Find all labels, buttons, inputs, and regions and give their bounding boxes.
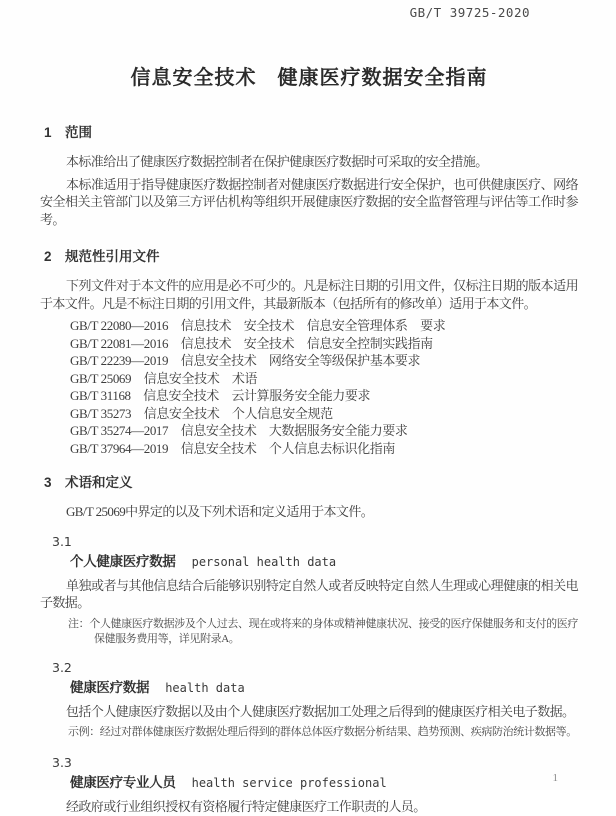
term-en-label: health data: [165, 680, 245, 695]
scope-paragraph-1: 本标准给出了健康医疗数据控制者在保护健康医疗数据时可采取的安全措施。: [66, 154, 488, 169]
reference-item: GB/T 22239—2019 信息安全技术 网络安全等级保护基本要求: [70, 353, 421, 368]
term-en-label: health service professional: [191, 776, 387, 790]
reference-item: GB/T 22081—2016 信息技术 安全技术 信息安全控制实践指南: [70, 335, 433, 351]
terms-intro: GB/T 25069中界定的以及下列术语和定义适用于本文件。: [66, 504, 374, 519]
term-number: 3.2: [52, 659, 72, 675]
term-en-label: personal health data: [191, 554, 337, 569]
term-number: 3.1: [52, 533, 72, 549]
term-heading: [70, 679, 578, 697]
term-heading: [70, 774, 578, 792]
term-example: [40, 725, 578, 740]
term-note-text: 注：个人健康医疗数据涉及个人过去、现在或将来的身体或精神健康状况、接受的医疗保健服务和支付的医疗保健服务费用等，详见附录A。: [68, 617, 578, 645]
references-intro: 下列文件对于本文件的应用是必不可少的。凡是标注日期的引用文件，仅标注日期的版本适用于本文件。凡是不标注日期的引用文件，其最新版本（包括所有的修改单）适用于本文件。: [40, 278, 578, 311]
term-zh-label: 健康医疗专业人员: [70, 775, 176, 790]
reference-item: GB/T 25069 信息安全技术 术语: [70, 370, 258, 386]
term-definition: 单独或者与其他信息结合后能够识别特定自然人或者反映特定自然人生理或心理健康的相关电子数据。: [40, 577, 578, 610]
term-definition: 经政府或行业组织授权有资格履行特定健康医疗工作职责的人员。: [66, 799, 426, 814]
reference-item: GB/T 35273 信息安全技术 个人信息安全规范: [70, 405, 333, 421]
reference-list: [40, 317, 578, 457]
term-example-text: 示例：经过对群体健康医疗数据处理后得到的群体总体医疗数据分析结果、趋势预测、疾病防治统计数据等。: [68, 726, 577, 738]
term-number: 3.3: [52, 755, 72, 770]
scope-paragraph-2: 本标准适用于指导健康医疗数据控制者对健康医疗数据进行安全保护，也可供健康医疗、网络安全相关主管部门以及第三方评估机构等组织开展健康医疗数据的安全监督管理与评估等工作时参考。: [40, 176, 578, 227]
document-title: 信息安全技术 健康医疗数据安全指南: [130, 67, 488, 89]
page-number: 1: [552, 772, 558, 784]
reference-item: GB/T 31168 信息安全技术 云计算服务安全能力要求: [70, 388, 371, 403]
reference-item: GB/T 22080—2016 信息技术 安全技术 信息安全管理体系 要求: [70, 318, 446, 333]
term-definition: 包括个人健康医疗数据以及由个人健康医疗数据加工处理之后得到的健康医疗相关电子数据。: [66, 703, 575, 719]
reference-item: GB/T 37964—2019 信息安全技术 个人信息去标识化指南: [70, 440, 395, 456]
section-3-heading: 3 术语和定义: [44, 475, 133, 490]
term-zh-label: 个人健康医疗数据: [70, 553, 176, 569]
section-1-heading: 1 范围: [44, 125, 93, 140]
term-heading: [70, 553, 578, 571]
section-2-heading: 2 规范性引用文件: [44, 249, 160, 264]
term-note: [40, 617, 578, 647]
standard-code: GB/T 39725-2020: [409, 5, 530, 20]
term-zh-label: 健康医疗数据: [70, 679, 150, 695]
reference-item: GB/T 35274—2017 信息安全技术 大数据服务安全能力要求: [70, 423, 408, 438]
